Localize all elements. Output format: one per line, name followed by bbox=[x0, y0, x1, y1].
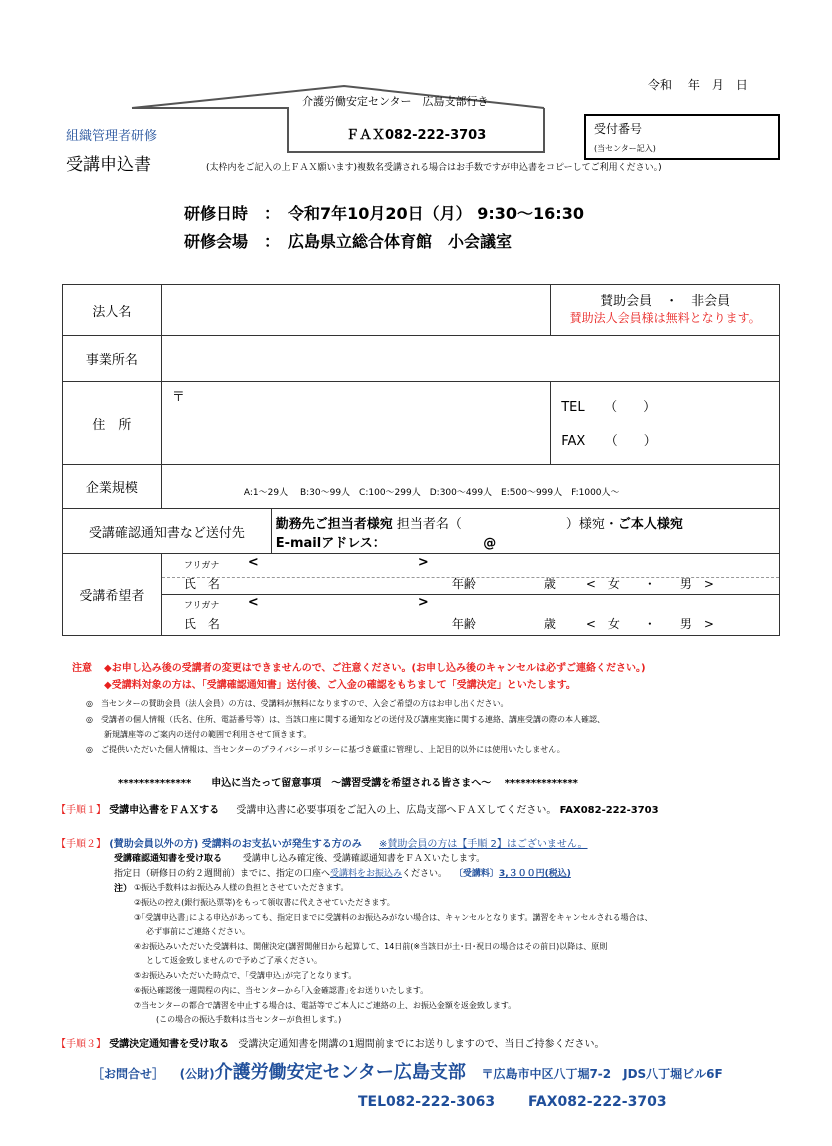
applicant-divider bbox=[162, 577, 779, 578]
send-option-self[interactable]: ご本人様宛 bbox=[617, 517, 683, 532]
applicant-2[interactable] bbox=[161, 595, 779, 636]
bracket-open: < bbox=[247, 555, 259, 570]
note-2: ◎ 受講者の個人情報（氏名、住所、電話番号等）は、当該口座に関する通知などの送付及び講座実施に関する連絡、講座受講の際の本人確認、 bbox=[86, 715, 605, 724]
bracket-close: > bbox=[417, 555, 429, 570]
fax-field[interactable]: FAX （ ） bbox=[561, 434, 657, 449]
contact-org-prefix: (公財) bbox=[179, 1067, 215, 1081]
instruction-text: (太枠内をご記入の上ＦＡＸ願います)複数名受講される場合はお手数ですが申込書をコピーしてご利用ください。) bbox=[206, 163, 662, 173]
furigana-label: フリガナ bbox=[183, 561, 220, 571]
step2-item: ②振込の控え(銀行振込票等)をもって領収書に代えさせていただきます。 bbox=[134, 898, 395, 907]
age-unit: 歳 bbox=[543, 617, 556, 631]
phone-cell bbox=[551, 382, 780, 465]
procedure-header: ************** 申込に当たって留意事項 ～講習受講を希望される皆さまへ～ ************** bbox=[118, 778, 578, 789]
step2-item: ③｢受講申込書｣による申込があっても、指定日までに受講料のお振込みがない場合は、キャンセルとなります。講習をキャンセルされる場合は、 bbox=[134, 913, 653, 922]
step2-item: 必ず事前にご連絡ください。 bbox=[146, 927, 250, 936]
step2-note: ※賛助会員の方は【手順 2】はございません。 bbox=[379, 839, 588, 850]
training-date: 研修日時 ： 令和7年10月20日（月） 9:30～16:30 bbox=[184, 204, 584, 223]
send-label: 受講確認通知書など送付先 bbox=[63, 509, 272, 554]
step2-item: ①振込手数料はお振込み人様の負担とさせていただきます。 bbox=[134, 883, 349, 892]
furigana-label: フリガナ bbox=[183, 601, 220, 611]
receipt-title: 受付番号 bbox=[594, 122, 643, 136]
step2-item: ⑦当センターの都合で講習を中止する場合は、電話等でご本人にご連絡の上、お振込金額を返金致します。 bbox=[134, 1001, 517, 1010]
step2-item: ⑤お振込みいただいた時点で、｢受講申込｣が完了となります。 bbox=[134, 971, 357, 980]
fee-label: 〔受講料〕 bbox=[453, 869, 499, 879]
applicant-label: 受講希望者 bbox=[63, 554, 162, 636]
gender-choice[interactable]: < 女 ・ 男 > bbox=[585, 577, 714, 591]
step2-item: ④お振込みいただいた受講料は、開催決定(講習開催日から起算して、14日前(※当該日が土･日･祝日の場合はその前日)以降は、原則 bbox=[134, 942, 608, 951]
bracket-close: > bbox=[417, 595, 429, 610]
note-1: ◎ 当センターの賛助会員（法人会員）の方は、受講料が無料になりますので、入会ご希望の方はお申し出ください。 bbox=[86, 699, 509, 708]
membership-choice[interactable]: 賛助会員 ・ 非会員 bbox=[600, 294, 731, 309]
step3-title: 受講決定通知書を受け取る bbox=[109, 1039, 230, 1050]
note-3: ◎ ご提供いただいた個人情報は、当センターのプライバシーポリシーに基づき厳重に管理し、上記目的以外には使用いたしません。 bbox=[86, 745, 565, 754]
postal-mark: 〒 bbox=[171, 390, 185, 405]
step2-item: ⑥振込確認後一週間程の内に、当センターから｢入金確認書｣をお送りいたします。 bbox=[134, 986, 429, 995]
step2-sub-text: 受講申し込み確定後、受講確認通知書をＦＡＸいたします。 bbox=[242, 854, 486, 864]
step1-text: 受講申込書に必要事項をご記入の上、広島支部へＦＡＸしてください。 bbox=[236, 805, 557, 816]
step1-title: 受講申込書をＦＡＸする bbox=[109, 805, 220, 816]
membership-note: 賛助法人会員様は無料となります。 bbox=[569, 311, 761, 325]
gender-choice[interactable]: < 女 ・ 男 > bbox=[585, 617, 714, 631]
form-title: 受講申込書 bbox=[66, 155, 151, 175]
age-label: 年齢 bbox=[451, 617, 476, 631]
caution-label: 注意 bbox=[72, 663, 92, 674]
step2-item: (この場合の振込手数料は当センターが負担します。) bbox=[156, 1015, 342, 1024]
size-options-cell[interactable] bbox=[161, 465, 779, 509]
step2-sub-title: 受講確認通知書を受け取る bbox=[114, 854, 223, 864]
corp-label: 法人名 bbox=[63, 285, 162, 336]
step3-label: 【手順３】 bbox=[56, 1039, 106, 1050]
contact-fax: FAX082-222-3703 bbox=[527, 1094, 667, 1110]
note-2b: 新規講座等のご案内の送付の範囲で利用させて頂きます。 bbox=[104, 730, 312, 739]
deadline-text: 指定日（研修日の約２週間前）までに、指定の口座へ bbox=[114, 869, 331, 879]
age-unit: 歳 bbox=[543, 577, 556, 591]
course-name: 組織管理者研修 bbox=[66, 129, 158, 144]
size-options: A:1～29人 B:30～99人 C:100～299人 D:300～499人 E:500～999人 F:1000人～ bbox=[243, 488, 620, 498]
contact-tel: TEL082-222-3063 bbox=[358, 1094, 496, 1110]
deadline-link: 受講料をお振込み bbox=[330, 869, 403, 879]
send-cell[interactable] bbox=[271, 509, 779, 554]
date-line: 令和 年 月 日 bbox=[648, 78, 748, 92]
step1-fax: FAX082-222-3703 bbox=[559, 805, 659, 816]
step2-note-label: 注） bbox=[114, 884, 133, 894]
contact-address: 〒広島市中区八丁堀7-2 JDS八丁堀ビル6F bbox=[481, 1067, 723, 1081]
training-venue: 研修会場 ： 広島県立総合体育館 小会議室 bbox=[184, 232, 513, 251]
fee-amount: 3,３００円(税込) bbox=[498, 869, 571, 879]
corp-name-field[interactable] bbox=[161, 285, 550, 336]
receipt-box bbox=[584, 114, 780, 160]
to-line: 介護労働安定センター 広島支部行き bbox=[302, 95, 489, 108]
email-field[interactable]: E-mailアドレス： @ bbox=[275, 536, 497, 551]
name-label: 氏 名 bbox=[183, 617, 220, 631]
step3-text: 受講決定通知書を開講の1週間前までにお送りしますので、当日ご持参ください。 bbox=[238, 1039, 605, 1050]
step2-title: (賛助会員以外の方) 受講料のお支払いが発生する方のみ bbox=[109, 839, 362, 850]
caution-1: ◆お申し込み後の受講者の変更はできませんので、ご注意ください。(お申し込み後のキャンセルは必ずご連絡ください。) bbox=[104, 663, 646, 674]
application-form bbox=[62, 284, 780, 636]
send-option-contact: 担当者名（ ）様宛・ bbox=[392, 517, 618, 532]
step2-item: として返金致しませんので予めご了承ください。 bbox=[146, 956, 322, 965]
deadline-end: ください。 bbox=[402, 869, 448, 879]
send-option-work[interactable]: 勤務先ご担当者様宛 bbox=[275, 517, 393, 532]
bracket-open: < bbox=[247, 595, 259, 610]
step1-label: 【手順１】 bbox=[56, 805, 106, 816]
step2-label: 【手順２】 bbox=[56, 839, 106, 850]
size-label: 企業規模 bbox=[63, 465, 162, 509]
contact-org: 介護労働安定センター広島支部 bbox=[214, 1062, 466, 1083]
address-label: 住 所 bbox=[63, 382, 162, 465]
receipt-note: (当センター記入) bbox=[594, 144, 656, 153]
office-name-field[interactable] bbox=[161, 336, 779, 382]
address-field[interactable] bbox=[161, 382, 550, 465]
age-label: 年齢 bbox=[451, 577, 476, 591]
applicant-1[interactable] bbox=[161, 554, 779, 595]
membership-cell bbox=[551, 285, 780, 336]
name-label: 氏 名 bbox=[183, 577, 220, 591]
contact-label: ［お問合せ］ bbox=[92, 1067, 165, 1081]
caution-2: ◆受講料対象の方は、「受講確認通知書」送付後、ご入金の確認をもちまして「受講決定」といたします。 bbox=[104, 680, 576, 691]
fax-line: ＦＡＸ082-222-3703 bbox=[346, 128, 487, 143]
tel-field[interactable]: TEL （ ） bbox=[561, 400, 657, 415]
office-label: 事業所名 bbox=[63, 336, 162, 382]
